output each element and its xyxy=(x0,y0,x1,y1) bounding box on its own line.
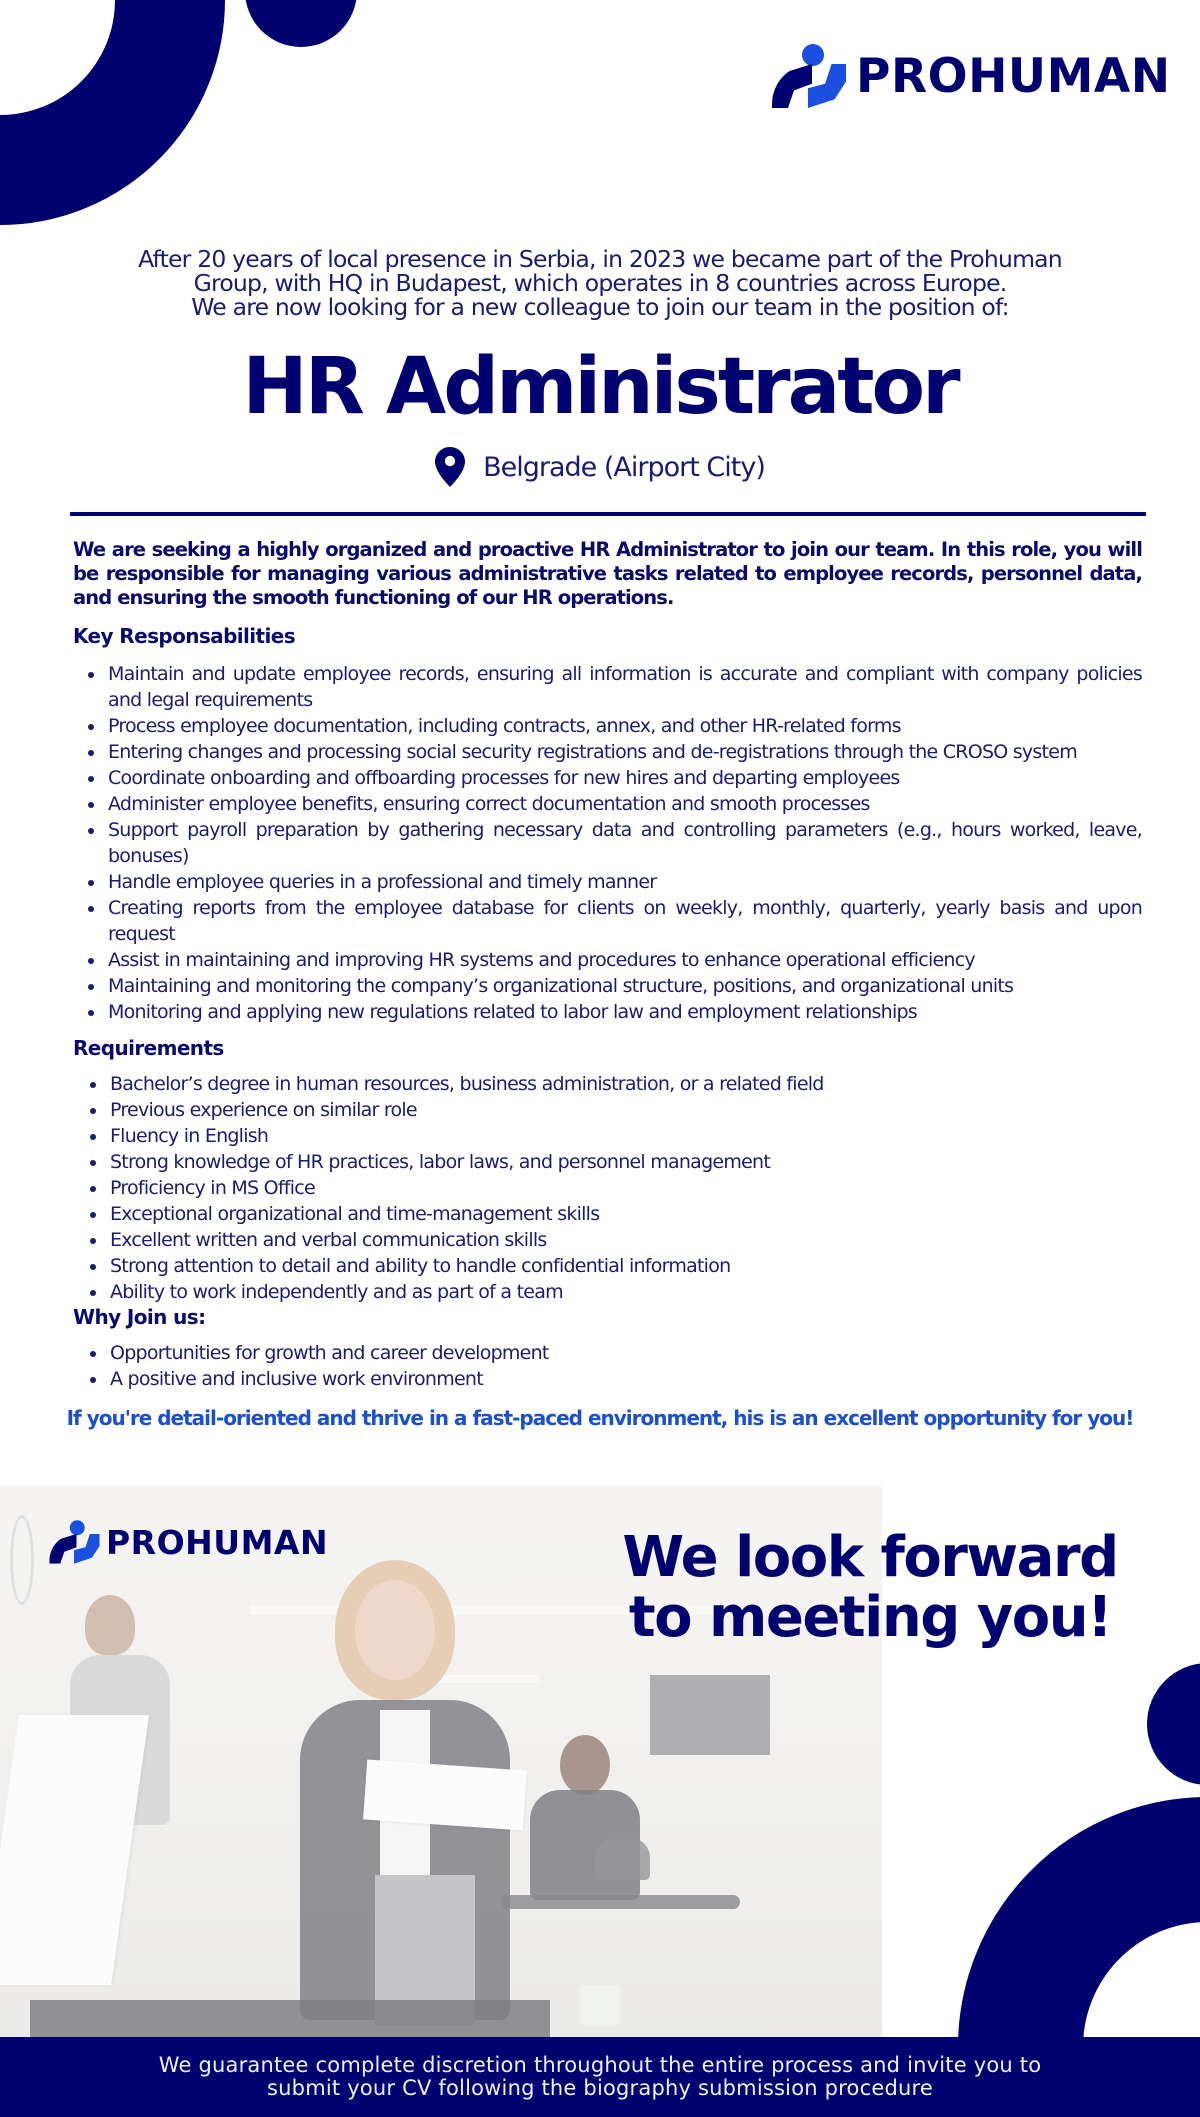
closing-headline xyxy=(590,1525,1150,1650)
list-item: Previous experience on similar role xyxy=(86,1097,1086,1123)
list-item: Maintaining and monitoring the company’s organizational structure, positions, and organizational units xyxy=(84,973,1142,999)
brand-name: PROHUMAN xyxy=(856,48,1171,104)
job-summary: We are seeking a highly organized and proactive HR Administrator to join our team. In this role, you will be responsible for managing various administrative tasks related to employee records, personnel data, and ensuring the smooth functioning of our HR operations. xyxy=(73,538,1142,609)
list-item: Assist in maintaining and improving HR systems and procedures to enhance operational efficiency xyxy=(84,947,1142,973)
why-join-list xyxy=(86,1340,1086,1392)
list-item: Administer employee benefits, ensuring correct documentation and smooth processes xyxy=(84,791,1142,817)
map-pin-icon xyxy=(435,447,465,487)
brand-logo-bottom xyxy=(48,1510,328,1574)
intro-line-2: Group, with HQ in Budapest, which operates in 8 countries across Europe. xyxy=(193,269,1007,297)
list-item: Opportunities for growth and career development xyxy=(86,1340,1086,1366)
call-to-action: If you're detail-oriented and thrive in a fast-paced environment, his is an excellent opportunity for you! xyxy=(66,1406,1134,1430)
list-item: Monitoring and applying new regulations related to labor law and employment relationships xyxy=(84,999,1142,1025)
intro-paragraph xyxy=(100,247,1100,319)
list-item: Fluency in English xyxy=(86,1123,1086,1149)
list-item: Bachelor’s degree in human resources, business administration, or a related field xyxy=(86,1071,1086,1097)
closing-line-2: to meeting you! xyxy=(628,1585,1112,1650)
list-item: Handle employee queries in a professional and timely manner xyxy=(84,869,1142,895)
job-title: HR Administrator xyxy=(242,342,958,432)
location-text: Belgrade (Airport City) xyxy=(483,451,765,483)
list-item: Support payroll preparation by gathering necessary data and controlling parameters (e.g., hours worked, leave, bonuses) xyxy=(84,817,1142,869)
footer-band xyxy=(0,2037,1200,2117)
list-item: A positive and inclusive work environment xyxy=(86,1366,1086,1392)
prohuman-logo-icon xyxy=(48,1520,83,1564)
title-divider xyxy=(70,512,1146,516)
job-location xyxy=(0,447,1200,487)
why-join-heading: Why Join us: xyxy=(73,1305,206,1329)
footer-line-1: We guarantee complete discretion throughout the entire process and invite you to xyxy=(158,2053,1042,2077)
list-item: Creating reports from the employee database for clients on weekly, monthly, quarterly, yearly basis and upon request xyxy=(84,895,1142,947)
list-item: Coordinate onboarding and offboarding processes for new hires and departing employees xyxy=(84,765,1142,791)
intro-line-1: After 20 years of local presence in Serbia, in 2023 we became part of the Prohuman xyxy=(138,245,1062,273)
list-item: Process employee documentation, including contracts, annex, and other HR-related forms xyxy=(84,713,1142,739)
footer-text xyxy=(110,2054,1090,2100)
list-item: Ability to work independently and as part of a team xyxy=(86,1279,1086,1305)
requirements-list xyxy=(86,1071,1086,1305)
list-item: Maintain and update employee records, ensuring all information is accurate and compliant with company policies and legal requirements xyxy=(84,661,1142,713)
decorative-dot-bottom xyxy=(1147,1663,1200,1785)
brand-logo-top xyxy=(770,44,1171,108)
list-item: Strong knowledge of HR practices, labor laws, and personnel management xyxy=(86,1149,1086,1175)
responsibilities-list xyxy=(84,661,1142,1025)
list-item: Exceptional organizational and time-management skills xyxy=(86,1201,1086,1227)
closing-line-1: We look forward xyxy=(622,1525,1118,1590)
list-item: Strong attention to detail and ability to handle confidential information xyxy=(86,1253,1086,1279)
decorative-ring-top xyxy=(0,0,225,225)
footer-line-2: submit your CV following the biography submission procedure xyxy=(267,2076,933,2100)
requirements-heading: Requirements xyxy=(73,1036,224,1060)
intro-line-3: We are now looking for a new colleague to join our team in the position of: xyxy=(191,293,1009,321)
brand-name: PROHUMAN xyxy=(106,1522,329,1562)
list-item: Entering changes and processing social security registrations and de-registrations through the CROSO system xyxy=(84,739,1142,765)
decorative-dot-top xyxy=(245,0,357,47)
responsibilities-heading: Key Responsabilities xyxy=(73,624,296,648)
list-item: Proficiency in MS Office xyxy=(86,1175,1086,1201)
prohuman-logo-icon xyxy=(770,44,846,108)
list-item: Excellent written and verbal communication skills xyxy=(86,1227,1086,1253)
